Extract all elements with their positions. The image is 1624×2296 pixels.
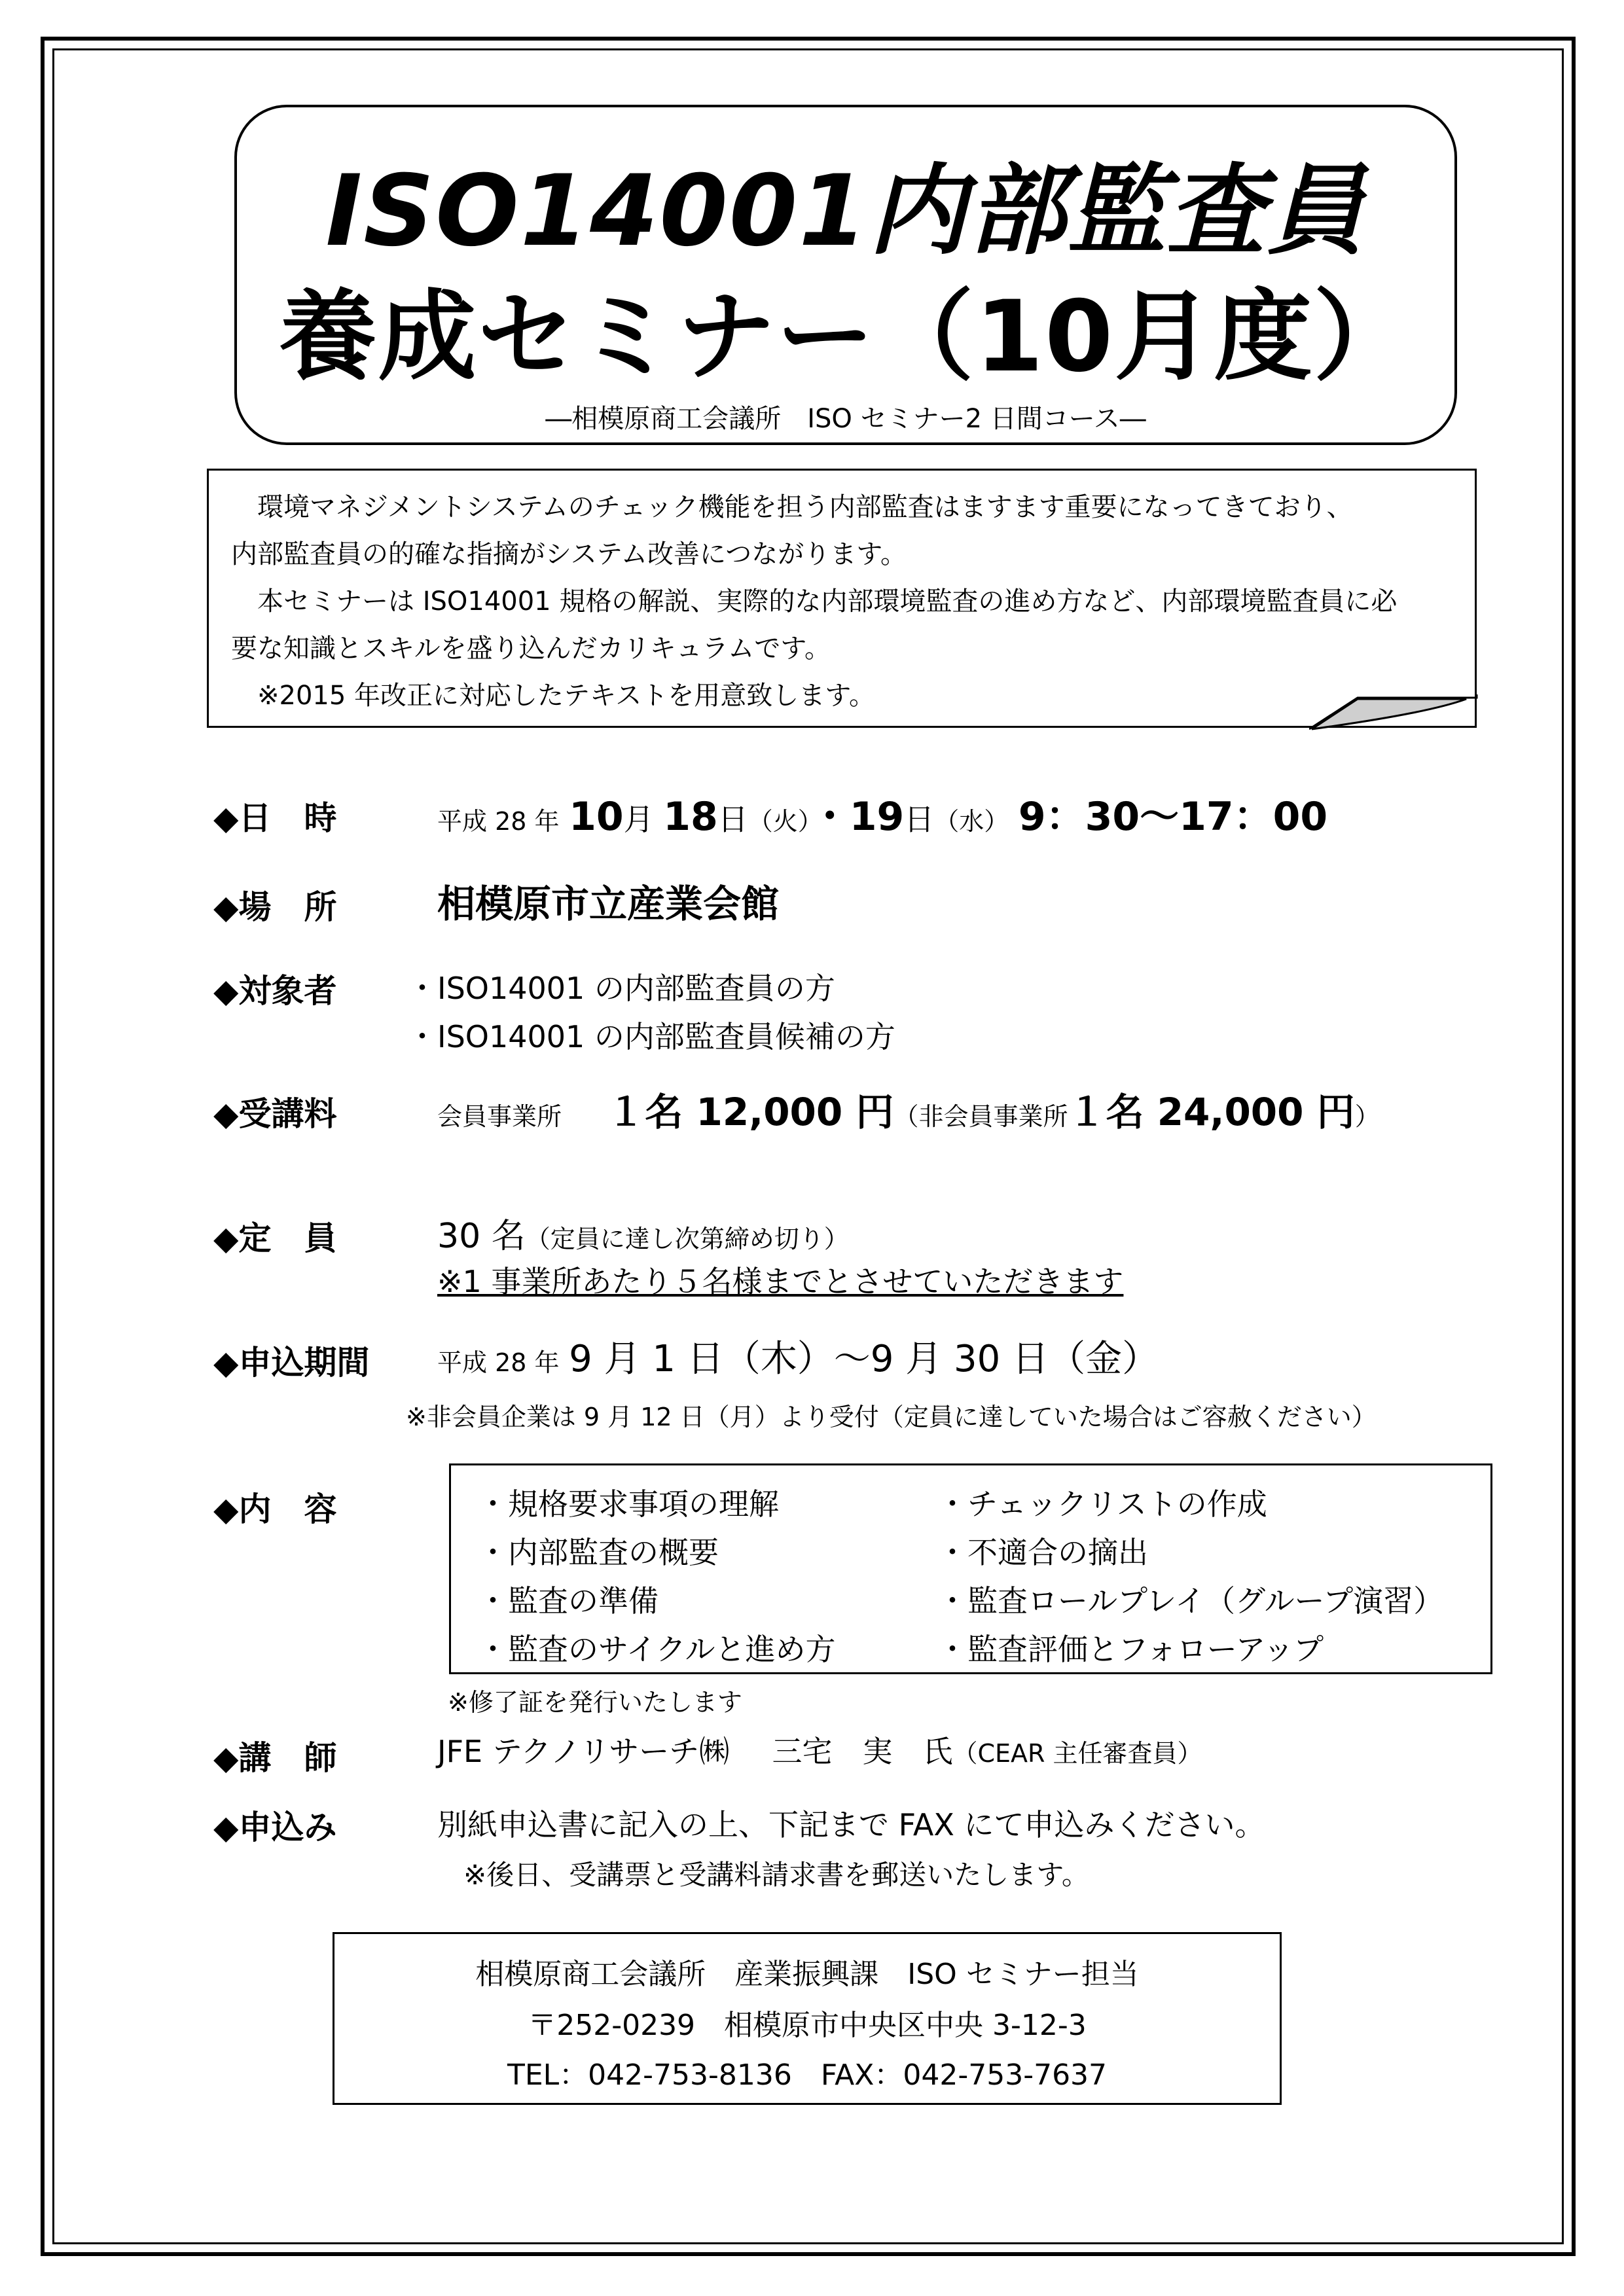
period-note: ※非会員企業は 9 月 12 日（月）より受付（定員に達していた場合はご容赦ください） — [406, 1403, 1377, 1431]
fee-member-label: 会員事業所 — [437, 1102, 562, 1131]
fee-open-paren: （ — [893, 1102, 919, 1131]
fee-value — [437, 1081, 1380, 1136]
target-item: ・ISO14001 の内部監査員候補の方 — [407, 1019, 895, 1054]
lecturer-value — [437, 1728, 1202, 1771]
content-item: ・監査ロールプレイ（グループ演習） — [937, 1583, 1444, 1619]
datetime-day-unit: 日 — [904, 802, 935, 837]
datetime-dow1: （火） — [748, 807, 810, 836]
fee-nonmember-label: 非会員事業所 — [918, 1102, 1068, 1131]
page-curl-icon — [1309, 694, 1478, 732]
fee-member-price: １名 12,000 円 — [607, 1090, 894, 1134]
fee-nonmember-price: １名 24,000 円 — [1068, 1090, 1355, 1134]
datetime-day-unit: 日 — [717, 802, 748, 837]
label-datetime: ◆日 時 — [213, 799, 337, 837]
lecturer-title: （CEAR 主任審査員） — [952, 1739, 1202, 1768]
content-item: ・不適合の摘出 — [937, 1535, 1148, 1570]
datetime-time: 9：30～17：00 — [1018, 794, 1328, 840]
datetime-day1: 18 — [663, 794, 718, 840]
label-capacity: ◆定 員 — [213, 1219, 337, 1257]
datetime-day2: 19 — [849, 794, 905, 840]
capacity-number: 30 名 — [437, 1217, 526, 1256]
label-apply: ◆申込み — [213, 1808, 337, 1846]
lecturer-company: JFE テクノリサーチ㈱ — [437, 1734, 730, 1769]
capacity-value — [437, 1208, 849, 1257]
content-item: ・監査評価とフォローアップ — [937, 1632, 1324, 1667]
apply-text: 別紙申込書に記入の上、下記まで FAX にて申込みください。 — [437, 1807, 1265, 1842]
capacity-note: （定員に達し次第締め切り） — [525, 1225, 849, 1253]
target-item: ・ISO14001 の内部監査員の方 — [407, 971, 835, 1006]
label-place: ◆場 所 — [213, 888, 337, 926]
contact-line: 〒252-0239 相模原市中央区中央 3-12-3 — [528, 2009, 1087, 2042]
datetime-sep: ・ — [810, 794, 850, 840]
intro-line: 内部監査員の的確な指摘がシステム改善につながります。 — [231, 539, 907, 569]
content-item: ・監査の準備 — [478, 1583, 659, 1619]
period-value — [437, 1330, 1159, 1382]
apply-note: ※後日、受講票と受講料請求書を郵送いたします。 — [463, 1859, 1089, 1891]
period-range: 9 月 1 日（木）～9 月 30 日（金） — [569, 1338, 1159, 1380]
datetime-era: 平成 28 年 — [437, 807, 560, 836]
intro-line: 本セミナーは ISO14001 規格の解説、実際的な内部環境監査の進め方など、内部環境監査員に必 — [231, 586, 1398, 617]
intro-box — [207, 469, 1477, 728]
label-target: ◆対象者 — [213, 972, 337, 1010]
intro-line: 環境マネジメントシステムのチェック機能を担う内部監査はますます重要になってきており、 — [231, 492, 1353, 522]
label-period: ◆申込期間 — [213, 1344, 370, 1382]
fee-close-paren: ） — [1354, 1102, 1380, 1131]
datetime-month-unit: 月 — [623, 802, 654, 837]
title-line-2: 養成セミナー（10月度） — [278, 280, 1413, 394]
title-line-1: ISO14001内部監査員 — [325, 154, 1366, 268]
content-item: ・監査のサイクルと進め方 — [478, 1632, 836, 1667]
datetime-value — [437, 785, 1327, 842]
place-value: 相模原市立産業会館 — [437, 882, 780, 926]
content-note: ※修了証を発行いたします — [448, 1688, 742, 1717]
content-item: ・規格要求事項の理解 — [478, 1486, 779, 1522]
datetime-dow2: （水） — [934, 807, 1009, 836]
datetime-month: 10 — [569, 794, 624, 840]
period-era: 平成 28 年 — [437, 1348, 560, 1377]
label-content: ◆内 容 — [213, 1490, 337, 1528]
contact-line: TEL：042-753-8136 FAX：042-753-7637 — [507, 2058, 1108, 2092]
subtitle: ―相模原商工会議所 ISO セミナー2 日間コース― — [545, 404, 1146, 434]
capacity-limit: ※1 事業所あたり５名様までとさせていただきます — [437, 1264, 1124, 1299]
label-lecturer: ◆講 師 — [213, 1739, 337, 1777]
contact-line: 相模原商工会議所 産業振興課 ISO セミナー担当 — [475, 1958, 1139, 1991]
intro-line: ※2015 年改正に対応したテキストを用意致します。 — [231, 681, 876, 711]
intro-line: 要な知識とスキルを盛り込んだカリキュラムです。 — [231, 634, 831, 664]
content-item: ・内部監査の概要 — [478, 1535, 719, 1570]
content-item: ・チェックリストの作成 — [937, 1486, 1267, 1522]
lecturer-name: 三宅 実 氏 — [772, 1734, 953, 1769]
label-fee: ◆受講料 — [213, 1095, 337, 1133]
